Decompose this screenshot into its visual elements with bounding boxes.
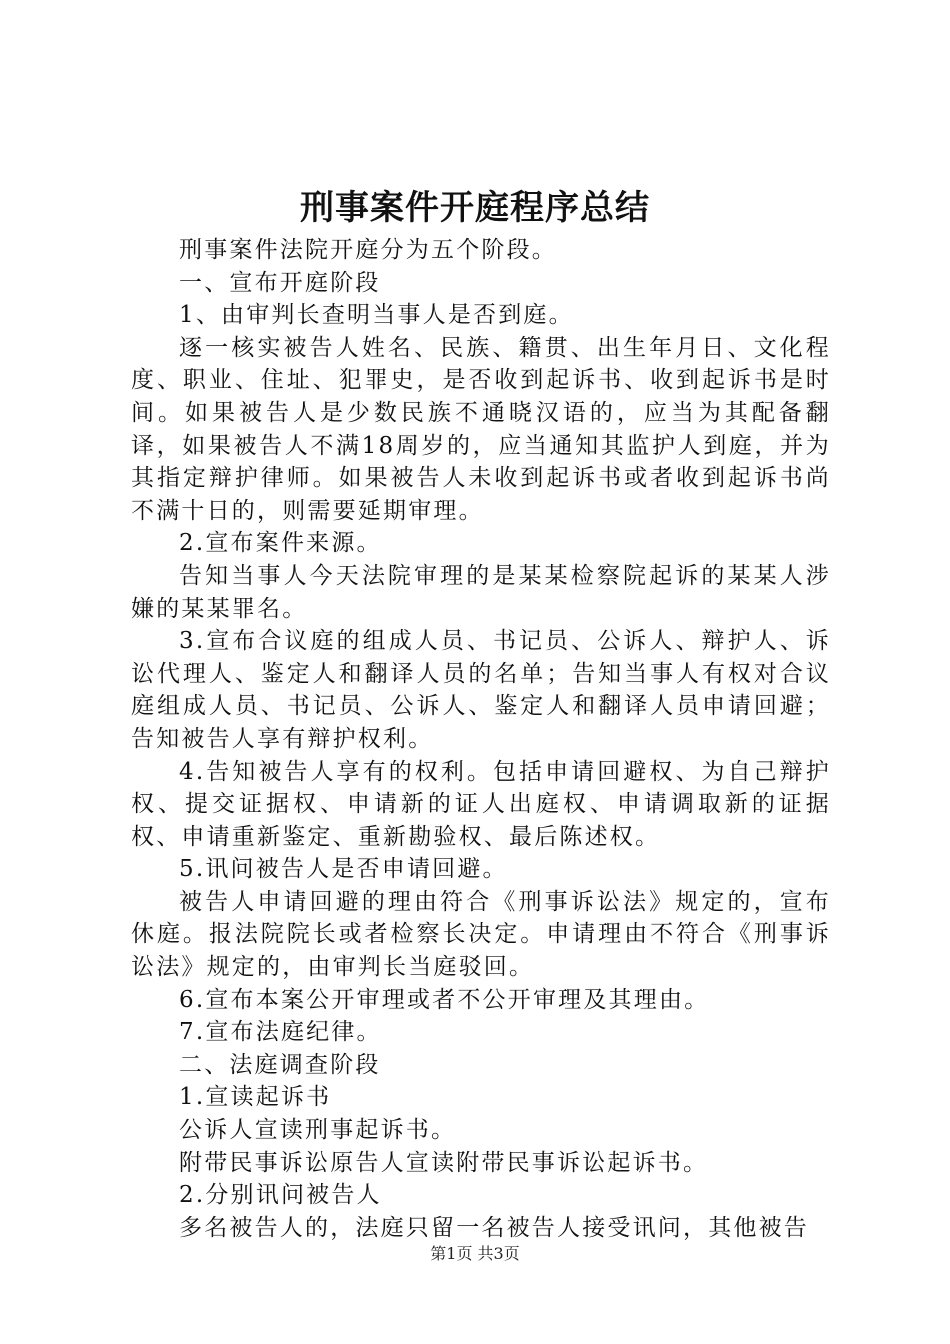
- paragraph: 公诉人宣读刑事起诉书。: [179, 1117, 457, 1144]
- paragraph: 2.宣布案件来源。: [179, 530, 382, 557]
- paragraph: 3.宣布合议庭的组成人员、书记员、公诉人、辩护人、诉讼代理人、鉴定人和翻译人员的名单；告知当事人有权对合议庭组成人员、书记员、公诉人、鉴定人和翻译人员申请回避；告知被告人享有辩护权利。: [131, 628, 831, 752]
- paragraph: 1、由审判长查明当事人是否到庭。: [179, 302, 574, 329]
- paragraph: 附带民事诉讼原告人宣读附带民事诉讼起诉书。: [179, 1149, 709, 1176]
- paragraph: 逐一核实被告人姓名、民族、籍贯、出生年月日、文化程度、职业、住址、犯罪史，是否收到起诉书、收到起诉书是时间。如果被告人是少数民族不通晓汉语的，应当为其配备翻译，如果被告人不满18周岁的，应当通知其监护人到庭，并为其指定辩护律师。如果被告人未收到起诉书或者收到起诉书尚不满十日的，则需要延期审理。: [131, 334, 831, 524]
- paragraph-intro: 刑事案件法院开庭分为五个阶段。: [179, 237, 557, 263]
- page-footer: 第1页 共3页: [430, 1244, 520, 1263]
- section-heading-1: 一、宣布开庭阶段: [179, 269, 381, 296]
- paragraph: 告知当事人今天法院审理的是某某检察院起诉的某某人涉嫌的某某罪名。: [131, 562, 831, 622]
- section-heading-2: 二、法庭调查阶段: [179, 1051, 381, 1078]
- paragraph: 5.讯问被告人是否申请回避。: [179, 856, 508, 883]
- paragraph: 1.宣读起诉书: [179, 1084, 332, 1111]
- paragraph: 2.分别讯问被告人: [179, 1182, 382, 1209]
- paragraph: 6.宣布本案公开审理或者不公开审理及其理由。: [179, 986, 710, 1013]
- paragraph: 多名被告人的，法庭只留一名被告人接受讯问，其他被告: [179, 1214, 809, 1241]
- paragraph: 7.宣布法庭纪律。: [179, 1019, 382, 1046]
- paragraph: 4.告知被告人享有的权利。包括申请回避权、为自己辩护权、提交证据权、申请新的证人出庭权、申请调取新的证据权、申请重新鉴定、重新勘验权、最后陈述权。: [131, 758, 831, 850]
- paragraph: 被告人申请回避的理由符合《刑事诉讼法》规定的，宣布休庭。报法院院长或者检察长决定。申请理由不符合《刑事诉讼法》规定的，由审判长当庭驳回。: [131, 888, 831, 981]
- document-body: [131, 234, 831, 1244]
- document-title: 刑事案件开庭程序总结: [300, 188, 650, 228]
